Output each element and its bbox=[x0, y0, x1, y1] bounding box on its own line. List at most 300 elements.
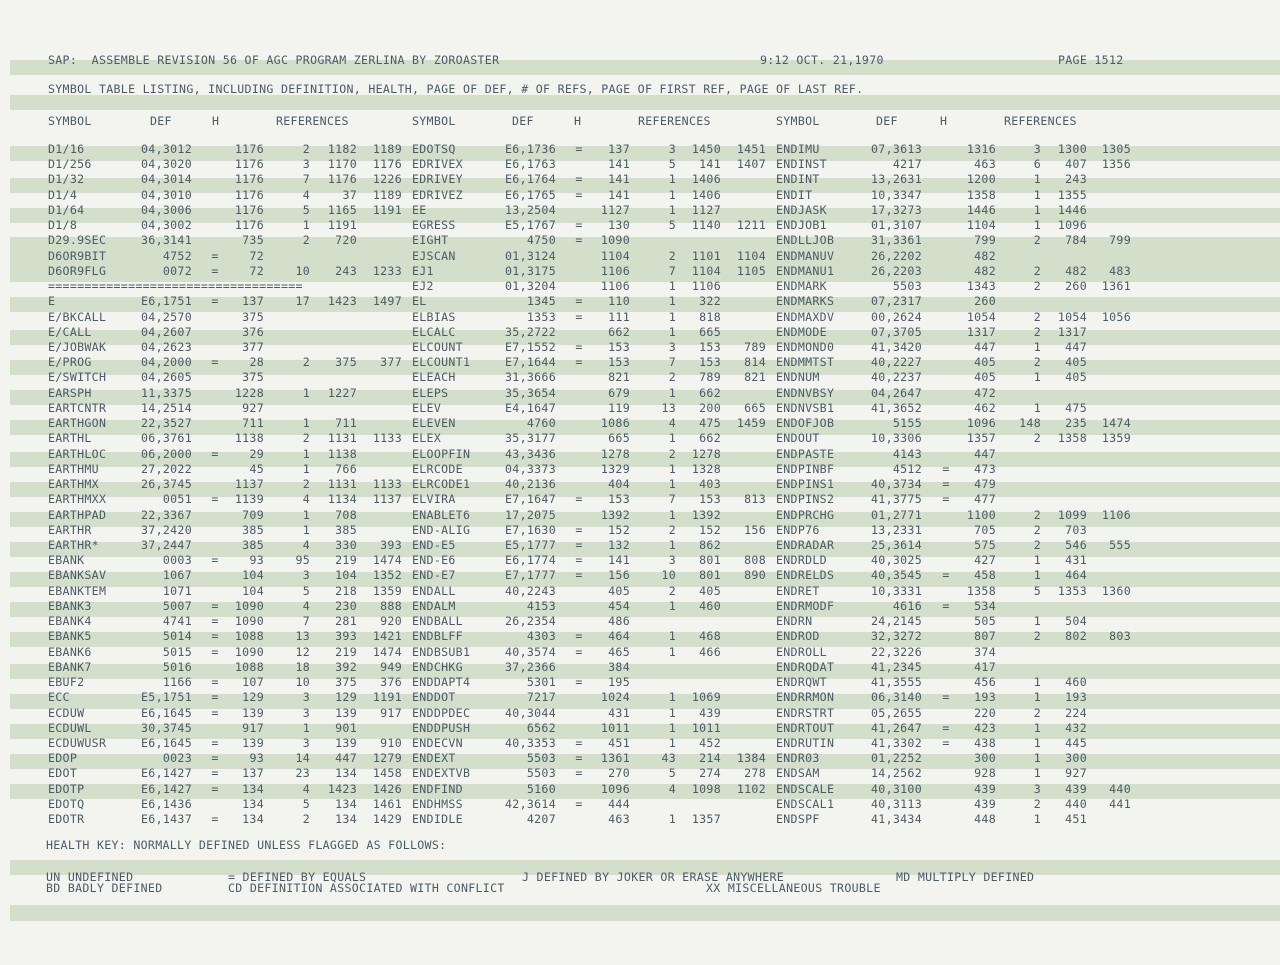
health-key-item: UN UNDEFINED bbox=[46, 870, 134, 884]
cell-def-page: 193 bbox=[974, 690, 996, 704]
cell-symbol: END-E6 bbox=[412, 553, 456, 567]
cell-symbol: ENDRRMON bbox=[776, 690, 835, 704]
cell-last-ref-page: 1105 bbox=[736, 264, 766, 278]
cell-def-page: 1104 bbox=[966, 218, 996, 232]
cell-definition: 04,3006 bbox=[141, 203, 192, 217]
cell-last-ref-page: 1305 bbox=[1101, 142, 1131, 156]
cell-definition: 1071 bbox=[162, 584, 192, 598]
cell-symbol: D1/8 bbox=[48, 218, 78, 232]
cell-def-page: 153 bbox=[608, 340, 630, 354]
cell-last-ref-page bbox=[1061, 188, 1131, 202]
cell-last-ref-page: 376 bbox=[380, 675, 402, 689]
cell-def-page: 1361 bbox=[600, 751, 630, 765]
cell-definition: E4,1647 bbox=[505, 401, 556, 415]
cell-def-page: 141 bbox=[608, 172, 630, 186]
cell-ref-count: 2 bbox=[302, 142, 310, 156]
cell-symbol: D1/32 bbox=[48, 172, 85, 186]
cell-symbol: ENDMOND0 bbox=[776, 340, 835, 354]
cell-ref-count: 7 bbox=[302, 172, 310, 186]
cell-def-page: 479 bbox=[974, 477, 996, 491]
col-header-def: DEF bbox=[150, 114, 172, 128]
cell-last-ref-page bbox=[696, 325, 766, 339]
cell-symbol: ENDBSUB1 bbox=[412, 645, 471, 659]
cell-ref-count: 4 bbox=[302, 188, 310, 202]
cell-def-page: 404 bbox=[608, 477, 630, 491]
health-key-title: HEALTH KEY: NORMALLY DEFINED UNLESS FLAGGED AS FOLLOWS: bbox=[46, 838, 447, 852]
cell-first-ref-page: 720 bbox=[335, 233, 357, 247]
cell-definition: 5503 bbox=[892, 279, 922, 293]
cell-symbol: ENDMANU1 bbox=[776, 264, 835, 278]
cell-symbol: ENDRQDAT bbox=[776, 660, 835, 674]
cell-first-ref-page: 219 bbox=[335, 553, 357, 567]
cell-def-page: 486 bbox=[608, 614, 630, 628]
cell-last-ref-page bbox=[696, 706, 766, 720]
cell-last-ref-page bbox=[1061, 447, 1131, 461]
cell-last-ref-page bbox=[696, 508, 766, 522]
cell-ref-count: 1 bbox=[668, 431, 676, 445]
cell-def-page: 1096 bbox=[966, 416, 996, 430]
cell-first-ref-page: 1099 bbox=[1057, 508, 1087, 522]
cell-last-ref-page: 555 bbox=[1109, 538, 1131, 552]
cell-symbol: ELEACH bbox=[412, 370, 456, 384]
cell-last-ref-page bbox=[332, 508, 402, 522]
cell-first-ref-page: 153 bbox=[699, 340, 721, 354]
cell-first-ref-page: 1011 bbox=[691, 721, 721, 735]
cell-first-ref-page: 260 bbox=[1065, 279, 1087, 293]
cell-ref-count: 14 bbox=[295, 751, 310, 765]
cell-ref-count: 2 bbox=[668, 523, 676, 537]
cell-def-page: 735 bbox=[242, 233, 264, 247]
cell-first-ref-page: 407 bbox=[1065, 157, 1087, 171]
cell-last-ref-page bbox=[332, 218, 402, 232]
cell-definition: E7,1647 bbox=[505, 492, 556, 506]
cell-definition: E6,1437 bbox=[141, 812, 192, 826]
cell-def-page: 134 bbox=[242, 812, 264, 826]
cell-definition: 04,3020 bbox=[141, 157, 192, 171]
cell-last-ref-page bbox=[696, 279, 766, 293]
cell-ref-count: 1 bbox=[668, 386, 676, 400]
cell-def-page: 1090 bbox=[234, 645, 264, 659]
cell-last-ref-page bbox=[1061, 645, 1131, 659]
cell-health: = bbox=[211, 675, 219, 689]
cell-ref-count: 6 bbox=[1033, 157, 1041, 171]
cell-def-page: 1086 bbox=[600, 416, 630, 430]
cell-first-ref-page: 37 bbox=[342, 188, 357, 202]
cell-health: = bbox=[211, 736, 219, 750]
cell-last-ref-page bbox=[332, 340, 402, 354]
cell-symbol: E/PROG bbox=[48, 355, 92, 369]
cell-ref-count: 5 bbox=[1033, 584, 1041, 598]
cell-def-page: 821 bbox=[608, 370, 630, 384]
health-key-item: MD MULTIPLY DEFINED bbox=[896, 870, 1035, 884]
cell-definition: E6,1763 bbox=[505, 157, 556, 171]
cell-symbol: ENDROLL bbox=[776, 645, 827, 659]
cell-first-ref-page: 129 bbox=[335, 690, 357, 704]
cell-symbol: ELOOPFIN bbox=[412, 447, 471, 461]
cell-definition: E5,1767 bbox=[505, 218, 556, 232]
cell-health: = bbox=[942, 599, 950, 613]
cell-last-ref-page: 1459 bbox=[736, 416, 766, 430]
cell-definition: E6,1427 bbox=[141, 782, 192, 796]
cell-last-ref-page bbox=[696, 690, 766, 704]
cell-symbol: ENDRDLD bbox=[776, 553, 827, 567]
cell-last-ref-page: 1429 bbox=[372, 812, 402, 826]
cell-def-page: 104 bbox=[242, 568, 264, 582]
cell-symbol: EDOTSQ bbox=[412, 142, 456, 156]
cell-def-page: 45 bbox=[249, 462, 264, 476]
cell-first-ref-page: 862 bbox=[699, 538, 721, 552]
cell-symbol: EARTHMU bbox=[48, 462, 99, 476]
cell-ref-count: 2 bbox=[1033, 629, 1041, 643]
cell-ref-count: 2 bbox=[302, 233, 310, 247]
cell-last-ref-page: 813 bbox=[744, 492, 766, 506]
cell-first-ref-page: 766 bbox=[335, 462, 357, 476]
cell-symbol: ELEVEN bbox=[412, 416, 456, 430]
cell-definition: 11,3375 bbox=[141, 386, 192, 400]
cell-ref-count: 1 bbox=[668, 203, 676, 217]
cell-definition: E6,1645 bbox=[141, 706, 192, 720]
cell-first-ref-page: 475 bbox=[699, 416, 721, 430]
cell-first-ref-page: 1392 bbox=[691, 508, 721, 522]
cell-def-page: 375 bbox=[242, 310, 264, 324]
cell-ref-count: 2 bbox=[1033, 538, 1041, 552]
cell-first-ref-page: 1406 bbox=[691, 188, 721, 202]
cell-definition: 27,2022 bbox=[141, 462, 192, 476]
cell-ref-count: 1 bbox=[1033, 812, 1041, 826]
cell-last-ref-page: 1211 bbox=[736, 218, 766, 232]
cell-symbol: ENDPRCHG bbox=[776, 508, 835, 522]
cell-last-ref-page bbox=[1061, 249, 1131, 263]
cell-last-ref-page bbox=[696, 614, 766, 628]
cell-health: = bbox=[211, 706, 219, 720]
cell-def-page: 385 bbox=[242, 523, 264, 537]
cell-last-ref-page: 1106 bbox=[1101, 508, 1131, 522]
cell-first-ref-page: 1328 bbox=[691, 462, 721, 476]
cell-ref-count: 2 bbox=[1033, 325, 1041, 339]
cell-last-ref-page: 1226 bbox=[372, 172, 402, 186]
cell-definition: E6,1774 bbox=[505, 553, 556, 567]
cell-def-page: 1317 bbox=[966, 325, 996, 339]
cell-def-page: 1176 bbox=[234, 188, 264, 202]
cell-last-ref-page: 1359 bbox=[372, 584, 402, 598]
cell-last-ref-page: 1279 bbox=[372, 751, 402, 765]
cell-symbol: E bbox=[48, 294, 56, 308]
cell-def-page: 195 bbox=[608, 675, 630, 689]
cell-symbol: EDOP bbox=[48, 751, 78, 765]
cell-last-ref-page: 949 bbox=[380, 660, 402, 674]
cell-first-ref-page: 1406 bbox=[691, 172, 721, 186]
cell-first-ref-page: 1138 bbox=[327, 447, 357, 461]
cell-first-ref-page: 665 bbox=[699, 325, 721, 339]
cell-definition: 4750 bbox=[526, 233, 556, 247]
cell-def-page: 807 bbox=[974, 629, 996, 643]
cell-def-page: 300 bbox=[974, 751, 996, 765]
cell-first-ref-page: 784 bbox=[1065, 233, 1087, 247]
cell-def-page: 137 bbox=[608, 142, 630, 156]
cell-def-page: 130 bbox=[608, 218, 630, 232]
cell-definition: 35,3177 bbox=[505, 431, 556, 445]
cell-ref-count: 4 bbox=[668, 782, 676, 796]
cell-definition: 13,2331 bbox=[871, 523, 922, 537]
cell-health: = bbox=[575, 188, 583, 202]
cell-first-ref-page: 139 bbox=[335, 706, 357, 720]
cell-def-page: 505 bbox=[974, 614, 996, 628]
cell-definition: 40,2243 bbox=[505, 584, 556, 598]
cell-symbol: EBANK bbox=[48, 553, 85, 567]
cell-last-ref-page: 1384 bbox=[736, 751, 766, 765]
cell-ref-count: 17 bbox=[295, 294, 310, 308]
cell-last-ref-page: 920 bbox=[380, 614, 402, 628]
cell-last-ref-page: 1474 bbox=[1101, 416, 1131, 430]
cell-first-ref-page: 139 bbox=[335, 736, 357, 750]
listing-subtitle: SYMBOL TABLE LISTING, INCLUDING DEFINITION, HEALTH, PAGE OF DEF, # OF REFS, PAGE OF FIRST REF, PAGE OF LAST REF. bbox=[48, 82, 864, 96]
cell-last-ref-page: 1191 bbox=[372, 690, 402, 704]
cell-definition: 37,2447 bbox=[141, 538, 192, 552]
cell-ref-count: 4 bbox=[302, 538, 310, 552]
cell-def-page: 104 bbox=[242, 584, 264, 598]
cell-first-ref-page: 468 bbox=[699, 629, 721, 643]
cell-ref-count: 1 bbox=[668, 812, 676, 826]
cell-last-ref-page bbox=[1061, 172, 1131, 186]
cell-def-page: 482 bbox=[974, 249, 996, 263]
cell-definition: 13,2504 bbox=[505, 203, 556, 217]
cell-health: = bbox=[942, 721, 950, 735]
cell-symbol: EARTHR bbox=[48, 523, 92, 537]
cell-def-page: 139 bbox=[242, 736, 264, 750]
cell-health: = bbox=[575, 492, 583, 506]
cell-first-ref-page: 1317 bbox=[1057, 325, 1087, 339]
cell-health: = bbox=[575, 142, 583, 156]
cell-definition: 01,3204 bbox=[505, 279, 556, 293]
cell-first-ref-page: 927 bbox=[1065, 766, 1087, 780]
cell-first-ref-page: 432 bbox=[1065, 721, 1087, 735]
cell-last-ref-page: 1133 bbox=[372, 431, 402, 445]
cell-symbol: EJ1 bbox=[412, 264, 434, 278]
cell-symbol: ENDPINS2 bbox=[776, 492, 835, 506]
cell-first-ref-page: 1165 bbox=[327, 203, 357, 217]
cell-definition: 4752 bbox=[162, 249, 192, 263]
cell-symbol: EBANK7 bbox=[48, 660, 92, 674]
cell-last-ref-page bbox=[1061, 340, 1131, 354]
cell-last-ref-page: 814 bbox=[744, 355, 766, 369]
cell-symbol: EJSCAN bbox=[412, 249, 456, 263]
cell-definition: 31,3361 bbox=[871, 233, 922, 247]
cell-first-ref-page: 134 bbox=[335, 766, 357, 780]
cell-first-ref-page: 466 bbox=[699, 645, 721, 659]
cell-health: = bbox=[942, 462, 950, 476]
cell-first-ref-page: 1096 bbox=[1057, 218, 1087, 232]
cell-last-ref-page bbox=[696, 812, 766, 826]
cell-ref-count: 1 bbox=[302, 386, 310, 400]
cell-last-ref-page: 888 bbox=[380, 599, 402, 613]
cell-last-ref-page: 1497 bbox=[372, 294, 402, 308]
cell-symbol: ENDBALL bbox=[412, 614, 463, 628]
cell-ref-count: 1 bbox=[668, 279, 676, 293]
cell-first-ref-page: 1134 bbox=[327, 492, 357, 506]
col-header-symbol: SYMBOL bbox=[776, 114, 820, 128]
cell-symbol: ENDECVN bbox=[412, 736, 463, 750]
cell-first-ref-page: 1054 bbox=[1057, 310, 1087, 324]
cell-def-page: 1104 bbox=[600, 249, 630, 263]
cell-last-ref-page: 278 bbox=[744, 766, 766, 780]
cell-symbol: ELEX bbox=[412, 431, 442, 445]
cell-symbol: EL bbox=[412, 294, 427, 308]
cell-ref-count: 1 bbox=[1033, 188, 1041, 202]
cell-def-page: 444 bbox=[608, 797, 630, 811]
cell-definition: 41,3434 bbox=[871, 812, 922, 826]
cell-last-ref-page: 821 bbox=[744, 370, 766, 384]
cell-def-page: 405 bbox=[974, 370, 996, 384]
cell-symbol: EDRIVEX bbox=[412, 157, 463, 171]
cell-symbol: EBANK5 bbox=[48, 629, 92, 643]
cell-health: = bbox=[211, 812, 219, 826]
cell-def-page: 439 bbox=[974, 782, 996, 796]
cell-definition: 40,2237 bbox=[871, 370, 922, 384]
cell-last-ref-page bbox=[332, 279, 402, 293]
cell-symbol: EE bbox=[412, 203, 427, 217]
cell-definition: 04,3002 bbox=[141, 218, 192, 232]
cell-symbol: EARTHLOC bbox=[48, 447, 107, 461]
cell-definition: 4207 bbox=[526, 812, 556, 826]
cell-ref-count: 1 bbox=[668, 690, 676, 704]
cell-health: = bbox=[575, 797, 583, 811]
cell-def-page: 439 bbox=[974, 797, 996, 811]
cell-def-page: 1176 bbox=[234, 203, 264, 217]
cell-symbol: E/SWITCH bbox=[48, 370, 107, 384]
cell-def-page: 1357 bbox=[966, 431, 996, 445]
cell-ref-count: 1 bbox=[302, 721, 310, 735]
cell-def-page: 1090 bbox=[234, 599, 264, 613]
cell-symbol: ENDNVSB1 bbox=[776, 401, 835, 415]
cell-ref-count: 1 bbox=[1033, 614, 1041, 628]
cell-first-ref-page: 1423 bbox=[327, 294, 357, 308]
cell-last-ref-page bbox=[696, 599, 766, 613]
cell-first-ref-page: 1358 bbox=[1057, 431, 1087, 445]
cell-health: = bbox=[211, 264, 219, 278]
cell-health: = bbox=[211, 553, 219, 567]
cell-symbol: ENDRADAR bbox=[776, 538, 835, 552]
col-header-def: DEF bbox=[876, 114, 898, 128]
cell-health: = bbox=[575, 523, 583, 537]
cell-def-page: 384 bbox=[608, 660, 630, 674]
cell-ref-count: 1 bbox=[302, 447, 310, 461]
cell-definition: 40,3545 bbox=[871, 568, 922, 582]
cell-symbol: ENDSCAL1 bbox=[776, 797, 835, 811]
cell-last-ref-page: 1407 bbox=[736, 157, 766, 171]
cell-symbol: EIGHT bbox=[412, 233, 449, 247]
cell-def-page: 665 bbox=[608, 431, 630, 445]
cell-symbol: ENDNUM bbox=[776, 370, 820, 384]
cell-first-ref-page: 141 bbox=[699, 157, 721, 171]
cell-last-ref-page bbox=[332, 721, 402, 735]
cell-definition: 30,3745 bbox=[141, 721, 192, 735]
cell-definition: 5016 bbox=[162, 660, 192, 674]
cell-symbol: ENDINT bbox=[776, 172, 820, 186]
cell-last-ref-page bbox=[332, 325, 402, 339]
cell-definition: 5007 bbox=[162, 599, 192, 613]
cell-definition: 07,3613 bbox=[871, 142, 922, 156]
cell-health: = bbox=[575, 751, 583, 765]
cell-symbol: E/JOBWAK bbox=[48, 340, 107, 354]
cell-ref-count: 4 bbox=[302, 599, 310, 613]
cell-last-ref-page: 1102 bbox=[736, 782, 766, 796]
cell-symbol: ENDPINS1 bbox=[776, 477, 835, 491]
cell-ref-count: 10 bbox=[295, 675, 310, 689]
cell-def-page: 72 bbox=[249, 264, 264, 278]
cell-last-ref-page: 808 bbox=[744, 553, 766, 567]
cell-def-page: 482 bbox=[974, 264, 996, 278]
cell-last-ref-page bbox=[332, 523, 402, 537]
cell-last-ref-page bbox=[696, 310, 766, 324]
cell-first-ref-page: 153 bbox=[699, 355, 721, 369]
cell-definition: E5,1777 bbox=[505, 538, 556, 552]
cell-first-ref-page: 1131 bbox=[327, 431, 357, 445]
cell-first-ref-page: 1176 bbox=[327, 172, 357, 186]
cell-health: = bbox=[575, 736, 583, 750]
cell-last-ref-page: 156 bbox=[744, 523, 766, 537]
cell-last-ref-page bbox=[1061, 477, 1131, 491]
cell-last-ref-page bbox=[1061, 203, 1131, 217]
cell-last-ref-page: 799 bbox=[1109, 233, 1131, 247]
cell-health: = bbox=[575, 233, 583, 247]
cell-definition: 41,2345 bbox=[871, 660, 922, 674]
cell-last-ref-page: 1360 bbox=[1101, 584, 1131, 598]
cell-first-ref-page: 1357 bbox=[691, 812, 721, 826]
cell-definition: 00,2624 bbox=[871, 310, 922, 324]
cell-ref-count: 23 bbox=[295, 766, 310, 780]
cell-last-ref-page bbox=[1061, 553, 1131, 567]
cell-symbol: EDOTR bbox=[48, 812, 85, 826]
cell-symbol: D6OR9FLG bbox=[48, 264, 107, 278]
cell-def-page: 1137 bbox=[234, 477, 264, 491]
cell-def-page: 477 bbox=[974, 492, 996, 506]
cell-ref-count: 1 bbox=[1033, 370, 1041, 384]
cell-definition: 04,2623 bbox=[141, 340, 192, 354]
cell-ref-count: 1 bbox=[668, 706, 676, 720]
cell-first-ref-page: 1098 bbox=[691, 782, 721, 796]
cell-definition: 26,2202 bbox=[871, 249, 922, 263]
cell-first-ref-page: 403 bbox=[699, 477, 721, 491]
cell-definition: 10,3306 bbox=[871, 431, 922, 445]
cell-def-page: 270 bbox=[608, 766, 630, 780]
cell-symbol: EGRESS bbox=[412, 218, 456, 232]
cell-def-page: 1278 bbox=[600, 447, 630, 461]
cell-definition: E6,1751 bbox=[141, 294, 192, 308]
cell-def-page: 1100 bbox=[966, 508, 996, 522]
cell-symbol: ELRCODE bbox=[412, 462, 463, 476]
cell-last-ref-page bbox=[1061, 325, 1131, 339]
cell-first-ref-page: 1182 bbox=[327, 142, 357, 156]
cell-ref-count: 2 bbox=[1033, 523, 1041, 537]
cell-def-page: 464 bbox=[608, 629, 630, 643]
cell-symbol: ECC bbox=[48, 690, 70, 704]
cell-definition: 35,3654 bbox=[505, 386, 556, 400]
cell-ref-count: 1 bbox=[668, 736, 676, 750]
cell-ref-count: 7 bbox=[302, 614, 310, 628]
cell-first-ref-page: 375 bbox=[335, 675, 357, 689]
cell-first-ref-page: 405 bbox=[699, 584, 721, 598]
cell-last-ref-page bbox=[696, 477, 766, 491]
cell-last-ref-page: 1356 bbox=[1101, 157, 1131, 171]
cell-first-ref-page: 1140 bbox=[691, 218, 721, 232]
cell-ref-count: 1 bbox=[1033, 218, 1041, 232]
cell-def-page: 711 bbox=[242, 416, 264, 430]
cell-last-ref-page bbox=[332, 416, 402, 430]
cell-first-ref-page: 504 bbox=[1065, 614, 1087, 628]
cell-first-ref-page: 235 bbox=[1065, 416, 1087, 430]
cell-def-page: 1343 bbox=[966, 279, 996, 293]
cell-def-page: 376 bbox=[242, 325, 264, 339]
